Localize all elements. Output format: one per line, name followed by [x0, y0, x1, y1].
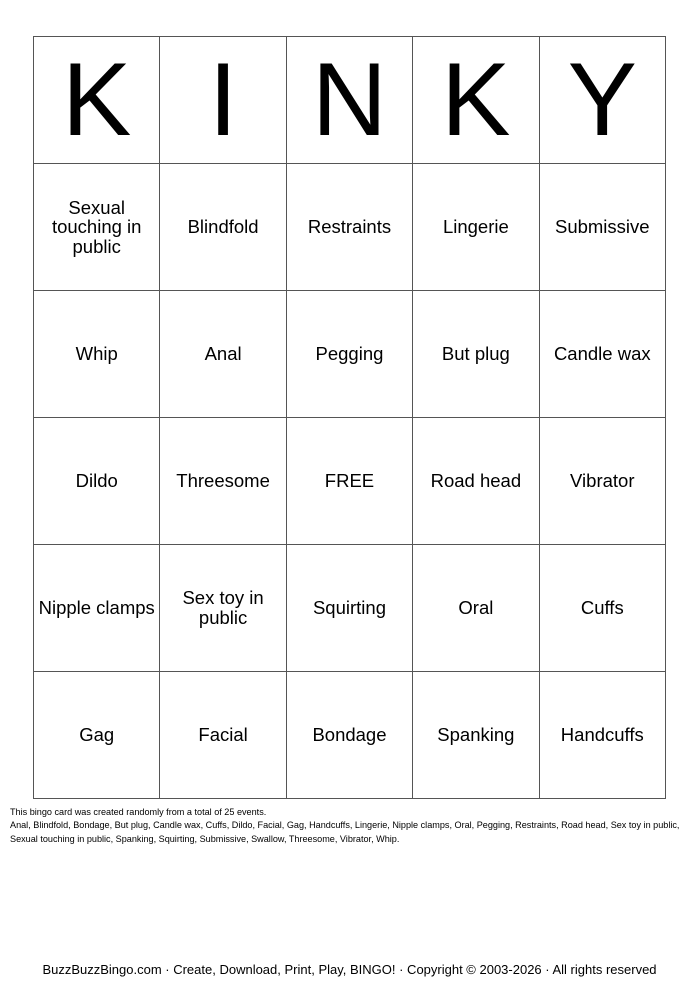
bingo-cell: Spanking [413, 672, 539, 799]
bingo-cell: Whip [34, 291, 160, 418]
bingo-cell: Anal [160, 291, 286, 418]
note-event-list: Anal, Blindfold, Bondage, But plug, Candle wax, Cuffs, Dildo, Facial, Gag, Handcuffs, Lingerie, Nipple clamps, Oral, Pegging, Restraints, Road head, Sex toy in public, Sexual touching in public, Spanking, Squirting, Submissive, Swallow, Threesome, Vibrator, Whip. [10, 820, 680, 844]
header-letter: K [413, 37, 539, 164]
bingo-cell: Vibrator [539, 418, 665, 545]
bingo-cell: Threesome [160, 418, 286, 545]
header-letter: Y [539, 37, 665, 164]
bingo-cell: Blindfold [160, 164, 286, 291]
free-cell: FREE [286, 418, 412, 545]
bingo-header-row [34, 37, 666, 164]
bingo-cell: Squirting [286, 545, 412, 672]
header-letter: K [34, 37, 160, 164]
bingo-row [34, 291, 666, 418]
bingo-card [33, 36, 666, 799]
bingo-cell: Dildo [34, 418, 160, 545]
bingo-cell: Submissive [539, 164, 665, 291]
bingo-cell: Pegging [286, 291, 412, 418]
bingo-row [34, 545, 666, 672]
bingo-cell: Facial [160, 672, 286, 799]
bingo-cell: Candle wax [539, 291, 665, 418]
bingo-row [34, 418, 666, 545]
bingo-cell: Sexual touching in public [34, 164, 160, 291]
bingo-cell: Oral [413, 545, 539, 672]
site-footer: BuzzBuzzBingo.com · Create, Download, Print, Play, BINGO! · Copyright © 2003-2026 · All rights reserved [42, 962, 657, 977]
header-letter: N [286, 37, 412, 164]
note-summary: This bingo card was created randomly from a total of 25 events. [10, 807, 267, 817]
bingo-cell: Cuffs [539, 545, 665, 672]
bingo-cell: Lingerie [413, 164, 539, 291]
bingo-cell: Sex toy in public [160, 545, 286, 672]
bingo-cell: Road head [413, 418, 539, 545]
bingo-cell: Restraints [286, 164, 412, 291]
bingo-cell: Nipple clamps [34, 545, 160, 672]
bingo-cell: But plug [413, 291, 539, 418]
bingo-row [34, 672, 666, 799]
header-letter: I [160, 37, 286, 164]
bingo-cell: Handcuffs [539, 672, 665, 799]
card-generation-note [10, 806, 690, 846]
bingo-cell: Gag [34, 672, 160, 799]
bingo-row [34, 164, 666, 291]
bingo-cell: Bondage [286, 672, 412, 799]
